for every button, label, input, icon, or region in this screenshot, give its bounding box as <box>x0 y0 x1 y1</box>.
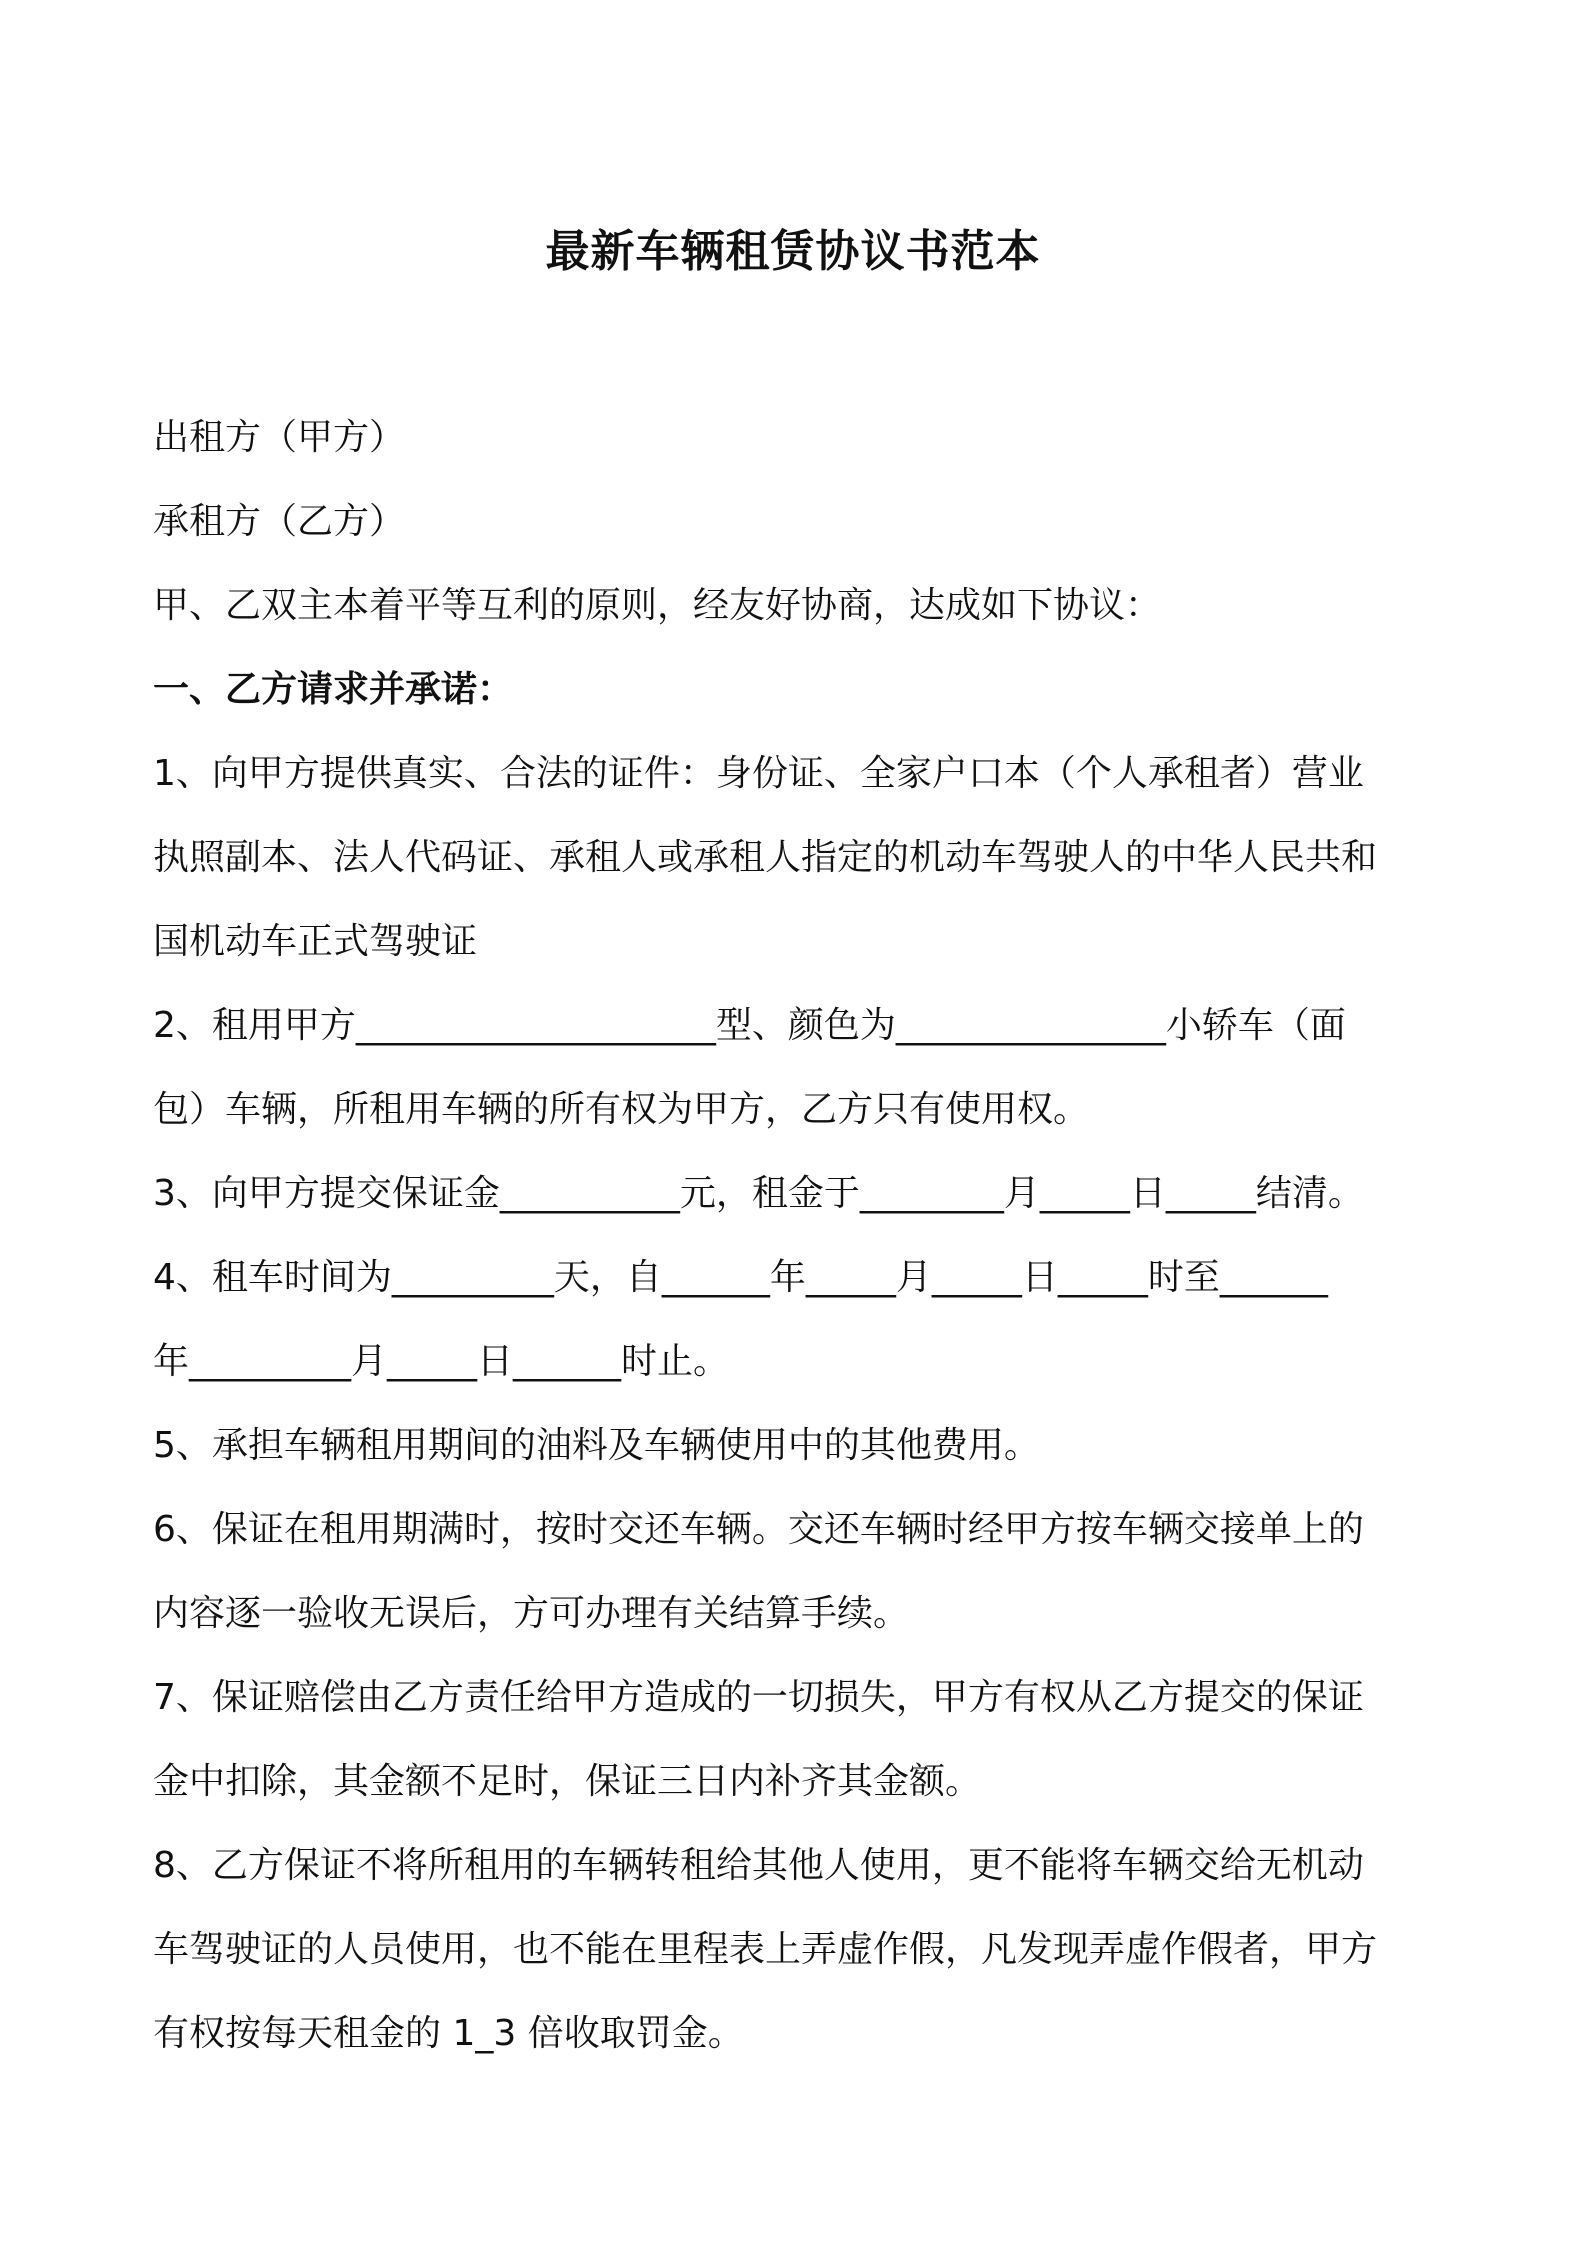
text-line: 1、向甲方提供真实、合法的证件：身份证、全家户口本（个人承租者）营业 <box>153 753 1364 794</box>
party-b-line <box>153 480 1423 564</box>
text-line: 5、承担车辆租用期间的油料及车辆使用中的其他费用。 <box>153 1425 1040 1466</box>
text-line: 4、租车时间为_________天，自______年_____月_____日_____时至______ <box>153 1257 1328 1298</box>
clause-8 <box>153 1824 1423 2076</box>
text-line: 金中扣除，其金额不足时，保证三日内补齐其金额。 <box>153 1761 982 1802</box>
clause-1 <box>153 732 1423 984</box>
party-a-line <box>153 396 1423 480</box>
clause-6 <box>153 1488 1423 1656</box>
text-line: 甲、乙双主本着平等互利的原则，经友好协商，达成如下协议： <box>153 585 1162 626</box>
clause-7 <box>153 1656 1423 1824</box>
text-line: 3、向甲方提交保证金__________元，租金于________月_____日_____结清。 <box>153 1173 1364 1214</box>
preamble-paragraph <box>153 564 1423 648</box>
text-line: 8、乙方保证不将所租用的车辆转租给其他人使用，更不能将车辆交给无机动 <box>153 1845 1364 1886</box>
clause-5 <box>153 1404 1423 1488</box>
text-line: 执照副本、法人代码证、承租人或承租人指定的机动车驾驶人的中华人民共和 <box>153 837 1378 878</box>
text-line: 承租方（乙方） <box>153 501 406 542</box>
text-line: 国机动车正式驾驶证 <box>153 921 478 962</box>
clause-3 <box>153 1152 1423 1236</box>
text-line: 包）车辆，所租用车辆的所有权为甲方，乙方只有使用权。 <box>153 1089 1090 1130</box>
text-line: 车驾驶证的人员使用，也不能在里程表上弄虚作假，凡发现弄虚作假者，甲方 <box>153 1929 1378 1970</box>
document-title: 最新车辆租赁协议书范本 <box>545 226 1041 277</box>
text-line: 6、保证在租用期满时，按时交还车辆。交还车辆时经甲方按车辆交接单上的 <box>153 1509 1364 1550</box>
text-line: 一、乙方请求并承诺： <box>153 669 514 710</box>
text-line: 年_________月_____日______时止。 <box>153 1341 730 1382</box>
text-line: 有权按每天租金的 1_3 倍收取罚金。 <box>153 2013 744 2054</box>
section-heading <box>153 648 1423 732</box>
clause-4 <box>153 1236 1423 1404</box>
clause-2 <box>153 984 1423 1152</box>
text-line: 2、租用甲方____________________型、颜色为_______________小轿车（面 <box>153 1005 1346 1046</box>
text-line: 内容逐一验收无误后，方可办理有关结算手续。 <box>153 1593 910 1634</box>
text-line: 7、保证赔偿由乙方责任给甲方造成的一切损失，甲方有权从乙方提交的保证 <box>153 1677 1364 1718</box>
text-line: 出租方（甲方） <box>153 417 406 458</box>
document-body <box>153 396 1423 2076</box>
